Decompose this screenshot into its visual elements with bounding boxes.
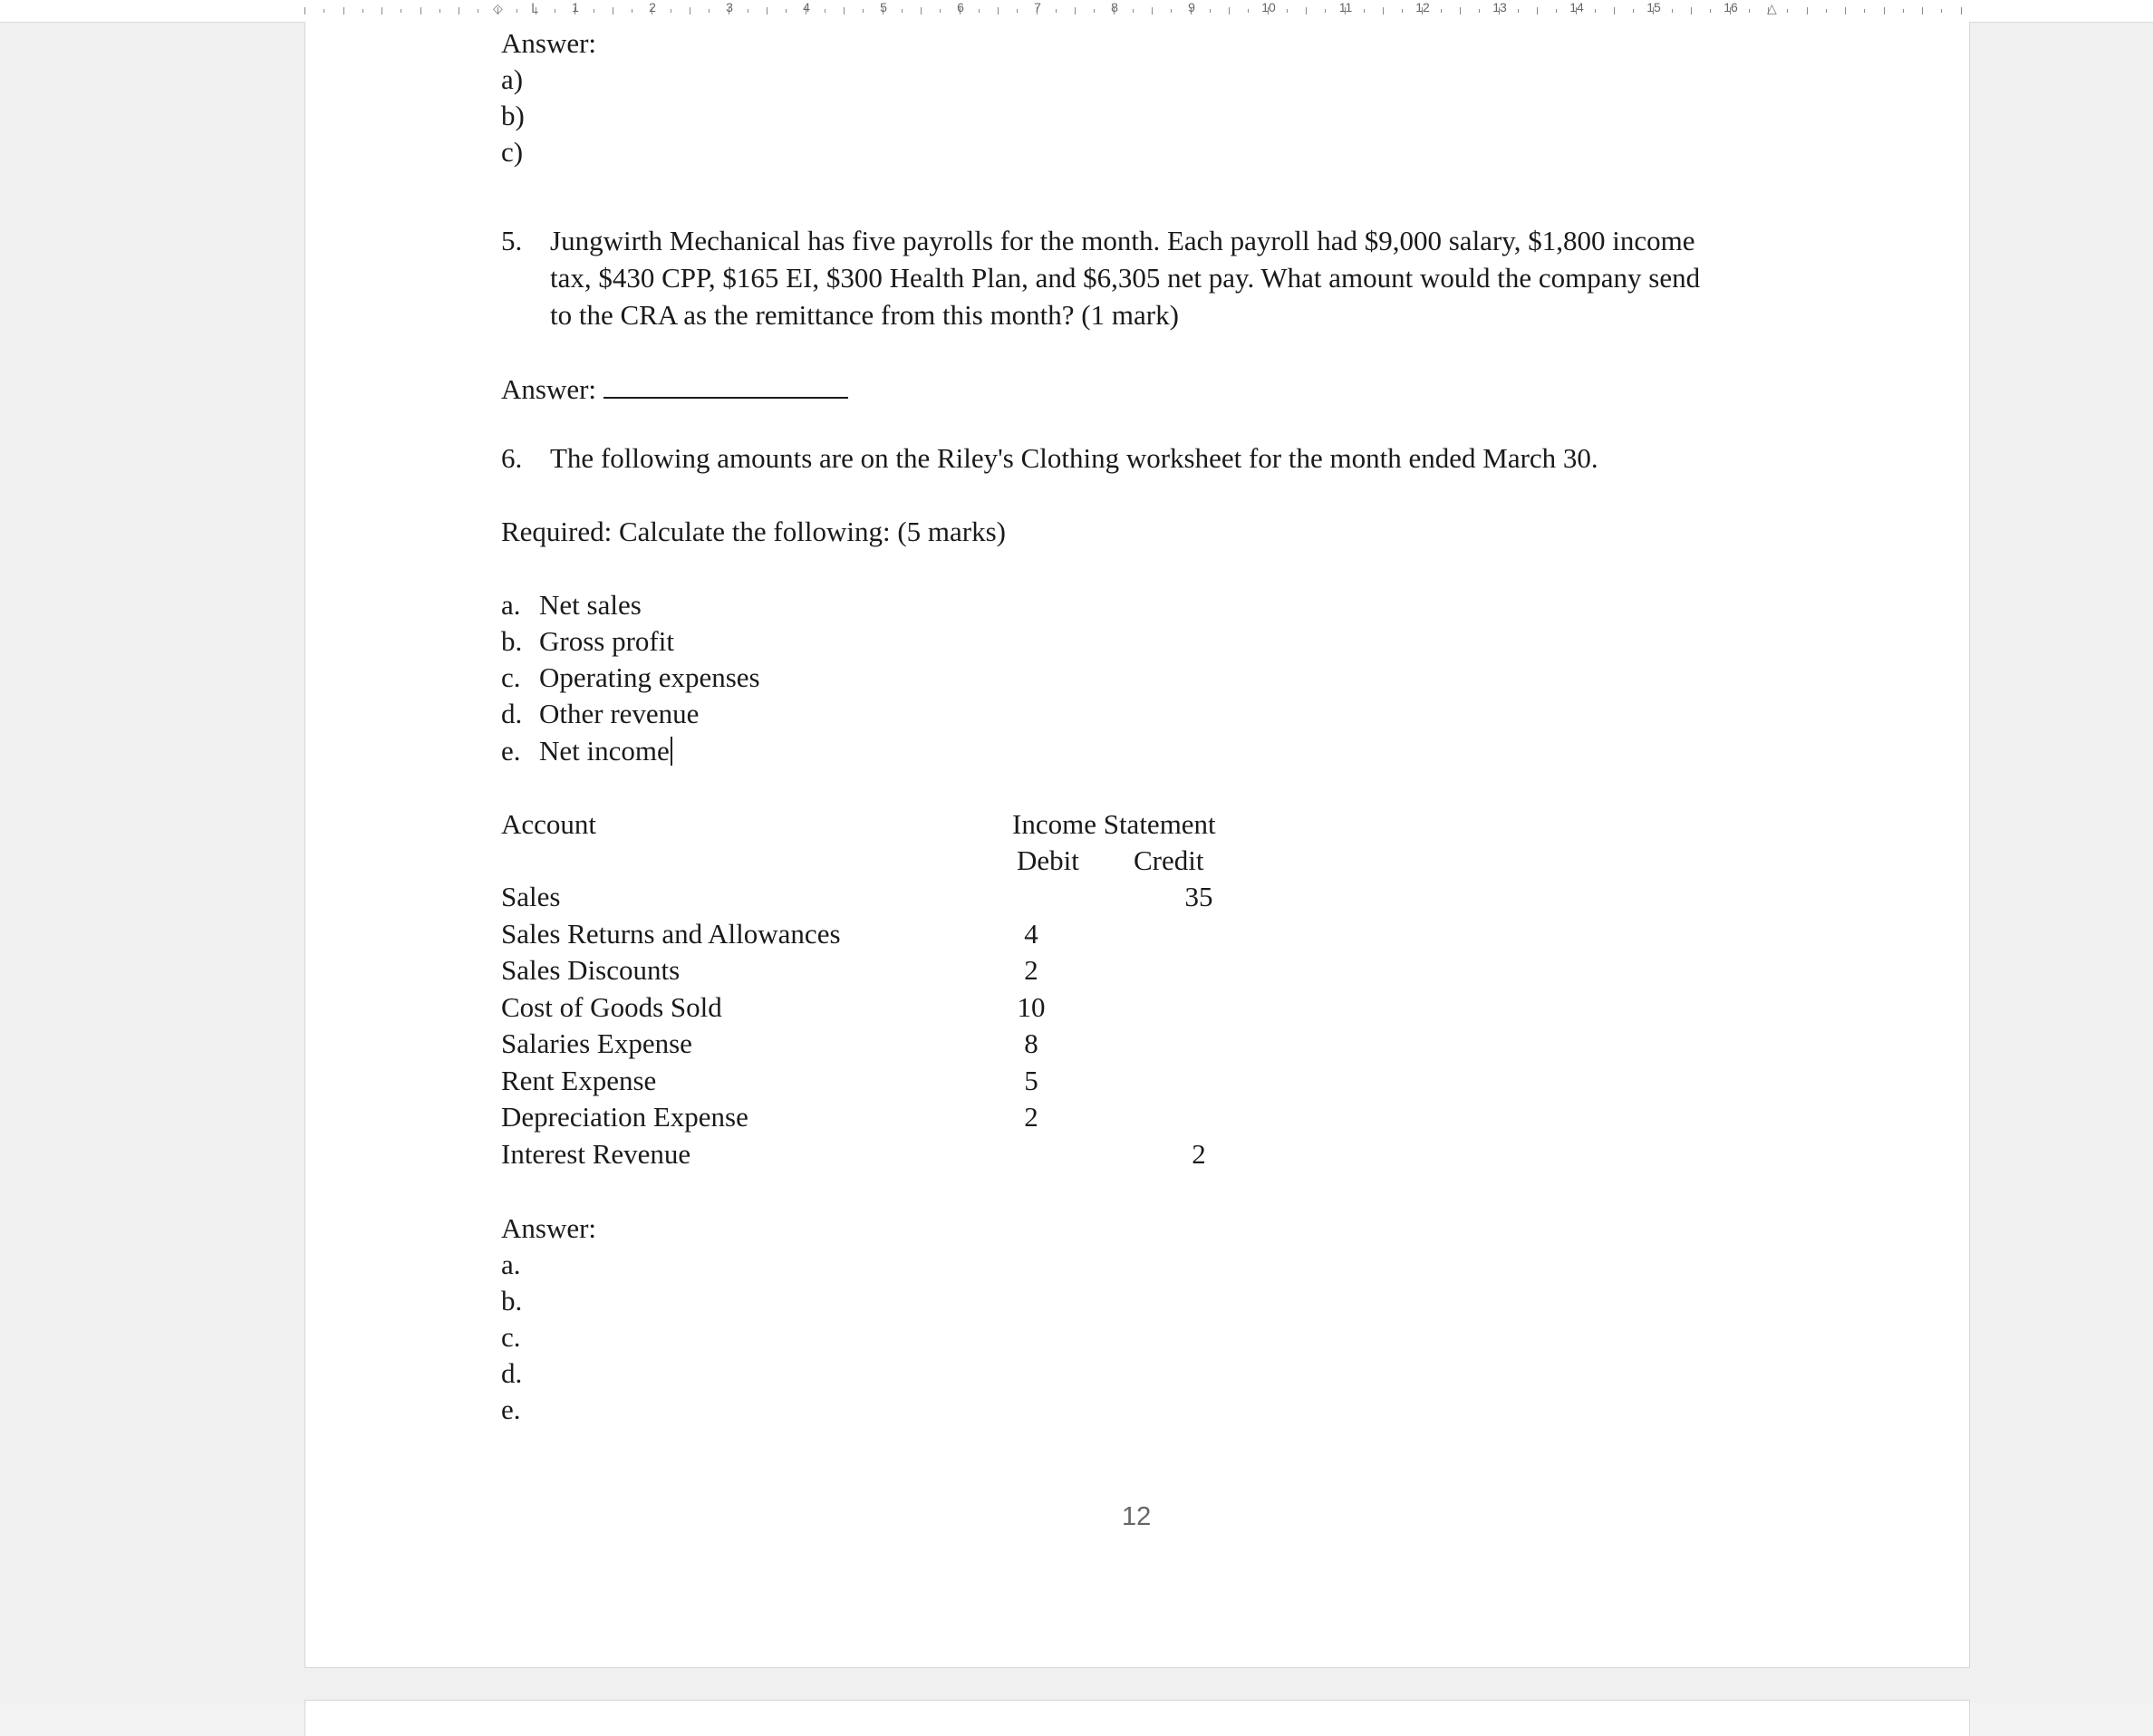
ruler-tick — [1017, 9, 1018, 13]
ruler-tick — [1787, 9, 1788, 13]
horizontal-ruler[interactable] — [0, 0, 2153, 23]
ruler-tick — [1691, 7, 1692, 14]
prev-answer-item-b: b) — [501, 100, 525, 131]
page-number: 12 — [1122, 1502, 1152, 1531]
ruler-tick — [786, 9, 787, 13]
q5-line-3: to the CRA as the remittance from this month? (1 mark) — [550, 299, 1179, 331]
ruler-number: 6 — [957, 0, 964, 14]
q6-item-d-letter: d. — [501, 698, 523, 729]
ruler-tick — [1056, 9, 1057, 13]
ruler-tick — [940, 9, 941, 13]
ruler-tick — [420, 7, 421, 14]
ruler-tick — [1094, 9, 1095, 13]
q6-item-a-text: Net sales — [539, 589, 642, 621]
ruler-tick — [1229, 7, 1230, 14]
ruler-tick — [381, 7, 382, 14]
prev-answer-label: Answer: — [501, 27, 597, 59]
credit-header: Credit — [1134, 844, 1204, 876]
ruler-number: 7 — [1034, 0, 1041, 14]
next-page-top[interactable] — [304, 1700, 1970, 1736]
ruler-number: 13 — [1492, 0, 1507, 14]
ruler-tick — [439, 9, 440, 13]
ruler-tick — [1903, 9, 1904, 13]
final-answer-item-c: c. — [501, 1321, 521, 1353]
ruler-tick — [1248, 9, 1249, 13]
ruler-tick — [1075, 7, 1076, 14]
ruler-tick — [1884, 7, 1885, 14]
ruler-number: 14 — [1569, 0, 1584, 14]
final-answer-item-e: e. — [501, 1394, 521, 1425]
ruler-tick — [1710, 9, 1711, 13]
ruler-tick — [1325, 9, 1326, 13]
ruler-number: 8 — [1111, 0, 1118, 14]
debit-header: Debit — [1017, 844, 1079, 876]
ruler-tick — [1171, 9, 1172, 13]
ruler-tick — [1556, 9, 1557, 13]
ruler-number: 11 — [1338, 0, 1353, 14]
ruler-tick — [921, 7, 922, 14]
ruler-tick — [1152, 7, 1153, 14]
ruler-tick — [1383, 7, 1384, 14]
tab-stop-icon[interactable]: L — [531, 2, 538, 16]
worksheet-debit-cell: 4 — [1024, 917, 1038, 950]
q5-answer-blank[interactable] — [603, 370, 848, 399]
q6-item-e-letter: e. — [501, 735, 521, 767]
ruler-tick — [1306, 7, 1307, 14]
worksheet-account-cell: Salaries Expense — [501, 1027, 692, 1059]
ruler-tick — [1441, 9, 1442, 13]
ruler-tick — [1941, 9, 1942, 13]
q5-answer-label: Answer: — [501, 373, 597, 405]
q6-number: 6. — [501, 442, 523, 474]
q6-text: The following amounts are on the Riley's Clothing worksheet for the month ended March 30. — [550, 442, 1598, 474]
ruler-tick — [709, 9, 710, 13]
q5-line-2: tax, $430 CPP, $165 EI, $300 Health Plan, and $6,305 net pay. What amount would the company send — [550, 262, 1701, 294]
q6-item-c-text: Operating expenses — [539, 661, 760, 693]
q6-item-e-text: Net income — [539, 735, 670, 767]
ruler-tick — [1210, 9, 1211, 13]
ruler-number: 4 — [803, 0, 810, 14]
right-indent-marker-icon[interactable]: △ — [1767, 2, 1777, 16]
q5-line-1: Jungwirth Mechanical has five payrolls for the month. Each payroll had $9,000 salary, $1,800 income — [550, 225, 1695, 256]
q5-answer-line — [501, 370, 848, 408]
ruler-tick — [1402, 9, 1403, 13]
account-header: Account — [501, 808, 597, 840]
ruler-number: 16 — [1723, 0, 1738, 14]
q6-item-c-letter: c. — [501, 661, 521, 693]
worksheet-account-cell: Depreciation Expense — [501, 1101, 748, 1133]
worksheet-credit-cell: 2 — [1192, 1137, 1206, 1170]
worksheet-debit-cell: 8 — [1024, 1027, 1038, 1059]
worksheet-account-cell: Sales — [501, 881, 561, 912]
ruler-tick — [1672, 9, 1673, 13]
worksheet-debit-cell: 5 — [1024, 1064, 1038, 1096]
worksheet-account-cell: Sales Discounts — [501, 954, 681, 986]
text-cursor — [671, 737, 672, 766]
prev-answer-item-a: a) — [501, 63, 524, 95]
q6-required: Required: Calculate the following: (5 marks) — [501, 516, 1006, 547]
ruler-tick — [863, 9, 864, 13]
left-indent-marker-icon[interactable]: ◇ — [493, 2, 503, 16]
prev-answer-item-c: c) — [501, 136, 524, 168]
ruler-number: 2 — [649, 0, 656, 14]
final-answer-item-b: b. — [501, 1285, 523, 1316]
ruler-tick — [1807, 7, 1808, 14]
ruler-tick — [362, 9, 363, 13]
ruler-tick — [979, 9, 980, 13]
ruler-tick — [1614, 7, 1615, 14]
ruler-tick — [304, 7, 305, 14]
ruler-tick — [1133, 9, 1134, 13]
ruler-tick — [1749, 9, 1750, 13]
ruler-tick — [1479, 9, 1480, 13]
ruler-tick — [1287, 9, 1288, 13]
ruler-tick — [998, 7, 999, 14]
ruler-tick — [902, 9, 903, 13]
worksheet-account-cell: Sales Returns and Allowances — [501, 917, 841, 950]
q6-item-b-letter: b. — [501, 625, 523, 657]
worksheet-account-cell: Cost of Goods Sold — [501, 990, 722, 1023]
ruler-tick — [1633, 9, 1634, 13]
worksheet-account-cell: Interest Revenue — [501, 1137, 691, 1170]
final-answer-item-a: a. — [501, 1249, 521, 1280]
ruler-tick — [343, 7, 344, 14]
ruler-number: 5 — [880, 0, 887, 14]
ruler-tick — [844, 7, 845, 14]
q6-item-d-text: Other revenue — [539, 698, 700, 729]
income-statement-header: Income Statement — [1012, 808, 1216, 840]
q6-item-e — [539, 733, 672, 769]
ruler-tick — [767, 7, 768, 14]
ruler-number: 12 — [1415, 0, 1430, 14]
final-answer-item-d: d. — [501, 1357, 523, 1389]
ruler-tick — [1845, 7, 1846, 14]
worksheet-debit-cell: 10 — [1017, 990, 1046, 1023]
ruler-number: 1 — [572, 0, 579, 14]
ruler-tick — [1537, 7, 1538, 14]
q5-number: 5. — [501, 225, 523, 256]
ruler-tick — [323, 9, 324, 13]
ruler-tick — [1595, 9, 1596, 13]
ruler-tick — [1460, 7, 1461, 14]
ruler-tick — [1364, 9, 1365, 13]
ruler-tick — [1518, 9, 1519, 13]
q6-item-b-text: Gross profit — [539, 625, 674, 657]
ruler-number: 9 — [1188, 0, 1195, 14]
ruler-tick — [1826, 9, 1827, 13]
ruler-tick — [1922, 7, 1923, 14]
ruler-number: 10 — [1261, 0, 1276, 14]
worksheet-account-cell: Rent Expense — [501, 1064, 657, 1096]
worksheet-debit-cell: 2 — [1024, 1101, 1038, 1133]
ruler-tick — [1961, 7, 1962, 14]
final-answer-label: Answer: — [501, 1212, 597, 1244]
document-page[interactable] — [304, 22, 1970, 1668]
worksheet-credit-cell: 35 — [1184, 881, 1213, 912]
worksheet-debit-cell: 2 — [1024, 954, 1038, 986]
ruler-number: 3 — [726, 0, 733, 14]
ruler-tick — [1864, 9, 1865, 13]
q6-item-a-letter: a. — [501, 589, 521, 621]
ruler-number: 15 — [1646, 0, 1661, 14]
